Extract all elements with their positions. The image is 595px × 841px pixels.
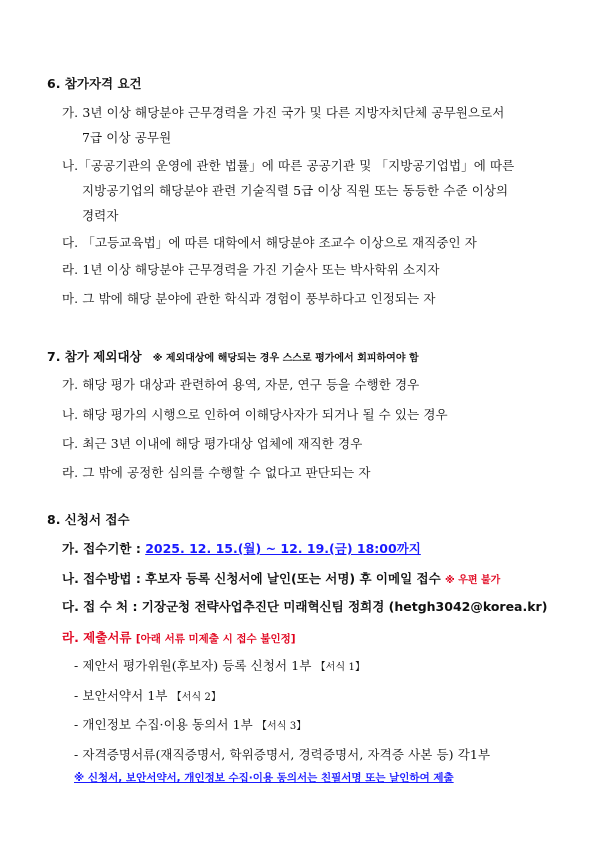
s8-deadline <box>62 538 421 557</box>
s8-doc-2 <box>74 686 221 704</box>
s6-item-a-line2: 7급 이상 공무원 <box>82 130 172 145</box>
s7-item-d: 라. 그 밖에 공정한 심의를 수행할 수 없다고 판단되는 자 <box>62 465 371 480</box>
s8-deadline-label: 가. 접수기한 : <box>62 541 146 556</box>
s8-docs-label: 라. 제출서류 <box>62 630 136 645</box>
s6-item-b-line2: 지방공기업의 해당분야 관련 기술직렬 5급 이상 직원 또는 동등한 수준 이상의 <box>82 183 509 198</box>
s8-doc-1-form: 【서식 1】 <box>315 662 366 673</box>
s8-doc-4: - 자격증명서류(재직증명서, 학위증명서, 경력증명서, 자격증 사본 등) 각1부 <box>74 747 491 762</box>
s8-doc-2-text: - 보안서약서 1부 <box>74 688 172 703</box>
s8-method-note: ※ 우편 불가 <box>445 575 501 586</box>
section-8-title: 8. 신청서 접수 <box>47 512 130 527</box>
s6-item-e: 마. 그 밖에 해당 분야에 관한 학식과 경험이 풍부하다고 인정되는 자 <box>62 291 436 306</box>
section-6-title: 6. 참가자격 요건 <box>47 76 142 91</box>
s8-deadline-value: 2025. 12. 15.(월) ~ 12. 19.(금) 18:00까지 <box>145 541 421 556</box>
s8-final-note: ※ 신청서, 보안서약서, 개인정보 수집·이용 동의서는 친필서명 또는 날인하여 제출 <box>74 772 454 784</box>
s8-docs <box>62 627 296 646</box>
s6-item-b-line1: 나.「공공기관의 운영에 관한 법률」에 따른 공공기관 및 「지방공기업법」에 따른 <box>62 158 515 173</box>
s8-doc-1-text: - 제안서 평가위원(후보자) 등록 신청서 1부 <box>74 658 316 673</box>
s7-item-b: 나. 해당 평가의 시행으로 인하여 이해당사자가 되거나 될 수 있는 경우 <box>62 407 448 422</box>
s6-item-a-line1: 가. 3년 이상 해당분야 근무경력을 가진 국가 및 다른 지방자치단체 공무원으로서 <box>62 105 505 120</box>
s6-item-d: 라. 1년 이상 해당분야 근무경력을 가진 기술사 또는 박사학위 소지자 <box>62 262 440 277</box>
s8-doc-2-form: 【서식 2】 <box>171 692 222 703</box>
s8-method-label: 나. 접수방법 : 후보자 등록 신청서에 날인(또는 서명) 후 이메일 접수 <box>62 571 445 586</box>
s6-item-b-line3: 경력자 <box>82 208 119 223</box>
s8-doc-3 <box>74 715 306 733</box>
s8-docs-note: [아래 서류 미제출 시 접수 불인정] <box>135 633 296 645</box>
s8-doc-1 <box>74 656 365 674</box>
section-7-title: 7. 참가 제외대상 <box>47 349 142 364</box>
section-7-note: ※ 제외대상에 해당되는 경우 스스로 평가에서 회피하여야 함 <box>152 353 419 364</box>
s6-item-c: 다. 「고등교육법」에 따른 대학에서 해당분야 조교수 이상으로 재직중인 자 <box>62 235 477 250</box>
s7-item-a: 가. 해당 평가 대상과 관련하여 용역, 자문, 연구 등을 수행한 경우 <box>62 377 420 392</box>
s8-doc-3-text: - 개인정보 수집·이용 동의서 1부 <box>74 717 257 732</box>
section-7-heading <box>47 346 419 365</box>
s8-method <box>62 568 500 587</box>
s8-place: 다. 접 수 처 : 기장군청 전략사업추진단 미래혁신팀 정희경 (hetgh3042@korea.kr) <box>62 599 548 614</box>
s7-item-c: 다. 최근 3년 이내에 해당 평가대상 업체에 재직한 경우 <box>62 436 363 451</box>
s8-doc-3-form: 【서식 3】 <box>256 721 307 732</box>
